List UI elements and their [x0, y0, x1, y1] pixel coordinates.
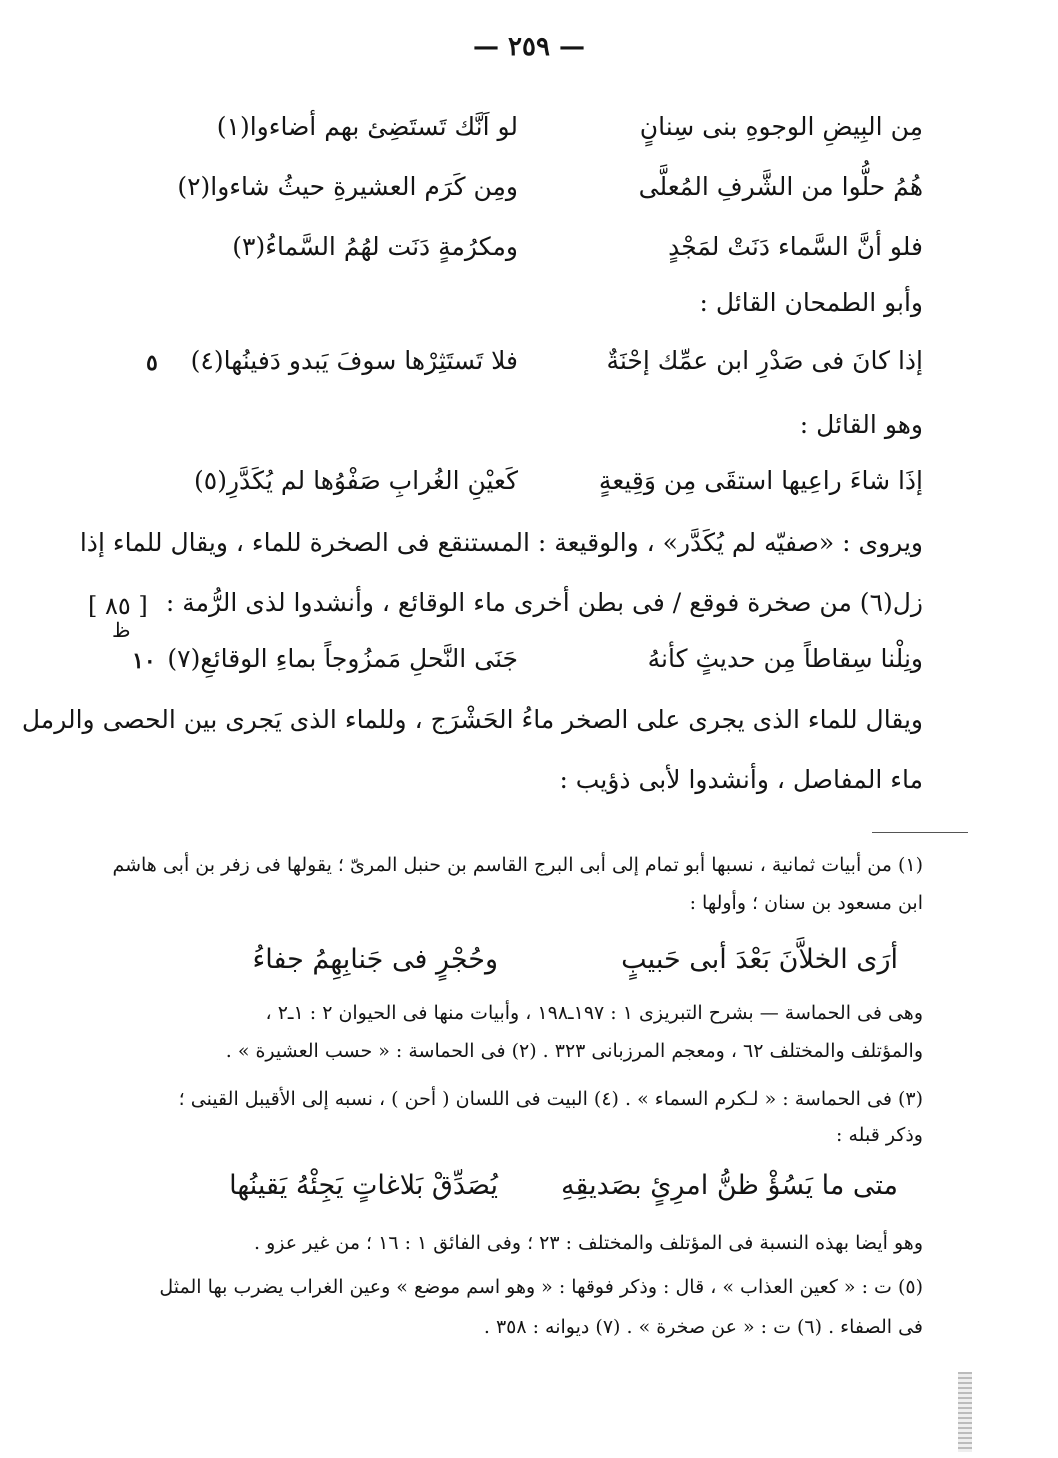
footnote-line: فى الصفاء . (٦) ت : « عن صخرة » . (٧) ديوانه : ٣٥٨ .	[483, 1316, 923, 1338]
footnote-line: (١) من أبيات ثمانية ، نسبها أبو تمام إلى أبى البرج القاسم بن حنبل المرىّ ؛ يقولها فى زفر بن أبى هاشم	[112, 854, 923, 876]
prose-line: ويروى : «صفيّه لم يُكَدَّر» ، والوقيعة : المستنقع فى الصخرة للماء ، ويقال للماء إذا	[79, 528, 923, 557]
verse-1-second-hemistich: لو اَنَّك تَستَضِئ بهم أضاءوا(١)	[216, 112, 518, 141]
page-number: — ٢٥٩ —	[472, 32, 586, 62]
prose-line: زل(٦) من صخرة فوقع / فى بطن أخرى ماء الوقائع ، وأنشدوا لذى الرُّمة :	[165, 588, 923, 617]
scan-page-edge	[958, 1372, 972, 1452]
footnote-line: (٣) فى الحماسة : « لـكرم السماء » . (٤) البيت فى اللسان ( أحن ) ، نسبه إلى الأقيبل القينى ؛	[178, 1088, 923, 1110]
footnote-line: وهى فى الحماسة — بشرح التبريزى ١ : ١٩٧ـ١٩٨ ، وأبيات منها فى الحيوان ٢ : ١ـ٢ ،	[265, 1002, 923, 1024]
footnote-line: ابن مسعود بن سنان ؛ وأولها :	[689, 892, 923, 914]
footnote-verse-4-second-hemistich: يُصَدِّقْ بَلاغاتٍ يَجِئْهُ يَقينُها	[229, 1170, 498, 1201]
footnote-verse-1-first-hemistich: أرَى الخلاَّنَ بَعْدَ أبى حَبيبٍ	[621, 944, 898, 975]
verse-5-second-hemistich: كَعيْنِ الغُرابِ صَفْوُها لم يُكَدَّرِ(٥)	[194, 466, 518, 495]
footnote-line: وهو أيضا بهذه النسبة فى المؤتلف والمختلف : ٢٣ ؛ وفى الفائق ١ : ١٦ ؛ من غير عزو .	[254, 1232, 923, 1254]
verse-3-second-hemistich: ومكرُمةٍ دَنَت لهُمُ السَّماءُ(٣)	[232, 232, 518, 261]
verse-2-second-hemistich: ومِن كَرَم العشيرةِ حيثُ شاءوا(٢)	[177, 172, 518, 201]
footnote-divider	[872, 832, 968, 833]
verse-3-first-hemistich: فلو أنَّ السَّماء دَنَتْ لمَجْدٍ	[668, 232, 923, 261]
prose-line: ويقال للماء الذى يجرى على الصخر ماءُ الحَشْرَج ، وللماء الذى يَجرى بين الحصى والرمل	[21, 705, 923, 734]
verse-7-first-hemistich: ونِلْنا سِقاطاً مِن حديثٍ كأنهُ	[647, 644, 923, 673]
verse-4-second-hemistich: فلا تَستَثِرْها سوفَ يَبدو دَفينُها(٤)	[190, 346, 518, 375]
margin-folio-side: ظ	[112, 618, 131, 642]
verse-1-first-hemistich: مِن البِيضِ الوجوهِ بنى سِنانٍ	[639, 112, 923, 141]
verse-7-second-hemistich: جَنَى النَّحلِ مَمزُوجاً بماءِ الوقائعِ(٧)	[167, 644, 518, 673]
verse-5-first-hemistich: إذَا شاءَ راعِيها استقَى مِن وَقِيعةٍ	[598, 466, 923, 495]
prose-line: ماء المفاصل ، وأنشدوا لأبى ذؤيب :	[559, 765, 923, 794]
attribution-abu-tamhan: وأبو الطمحان القائل :	[699, 288, 923, 317]
verse-4-first-hemistich: إذا كانَ فى صَدْرِ ابن عمِّك إحْنَةٌ	[606, 346, 923, 375]
attribution-huwa: وهو القائل :	[799, 410, 923, 439]
footnote-line: (٥) ت : « كعين العذاب » ، قال : وذكر فوقها : « وهو اسم موضع » وعين الغراب يضرب بها المثل	[159, 1276, 923, 1298]
margin-folio-marker: [ ٨٥ ]	[88, 592, 148, 620]
margin-line-number-10: ١٠	[132, 648, 156, 674]
footnote-line: والمؤتلف والمختلف ٦٢ ، ومعجم المرزبانى ٣٢٣ . (٢) فى الحماسة : « حسب العشيرة » .	[225, 1040, 923, 1062]
verse-2-first-hemistich: هُمُ حلُّوا من الشَّرفِ المُعلَّى	[638, 172, 923, 201]
footnote-verse-1-second-hemistich: وحُجْرٍ فى جَنابِهِمُ جفاءُ	[252, 944, 498, 975]
footnote-line: وذكر قبله :	[836, 1124, 923, 1146]
margin-line-number-5: ٥	[146, 350, 158, 376]
footnote-verse-4-first-hemistich: متى ما يَسُؤْ ظنُّ امرِئٍ بصَديقِهِ	[560, 1170, 898, 1201]
